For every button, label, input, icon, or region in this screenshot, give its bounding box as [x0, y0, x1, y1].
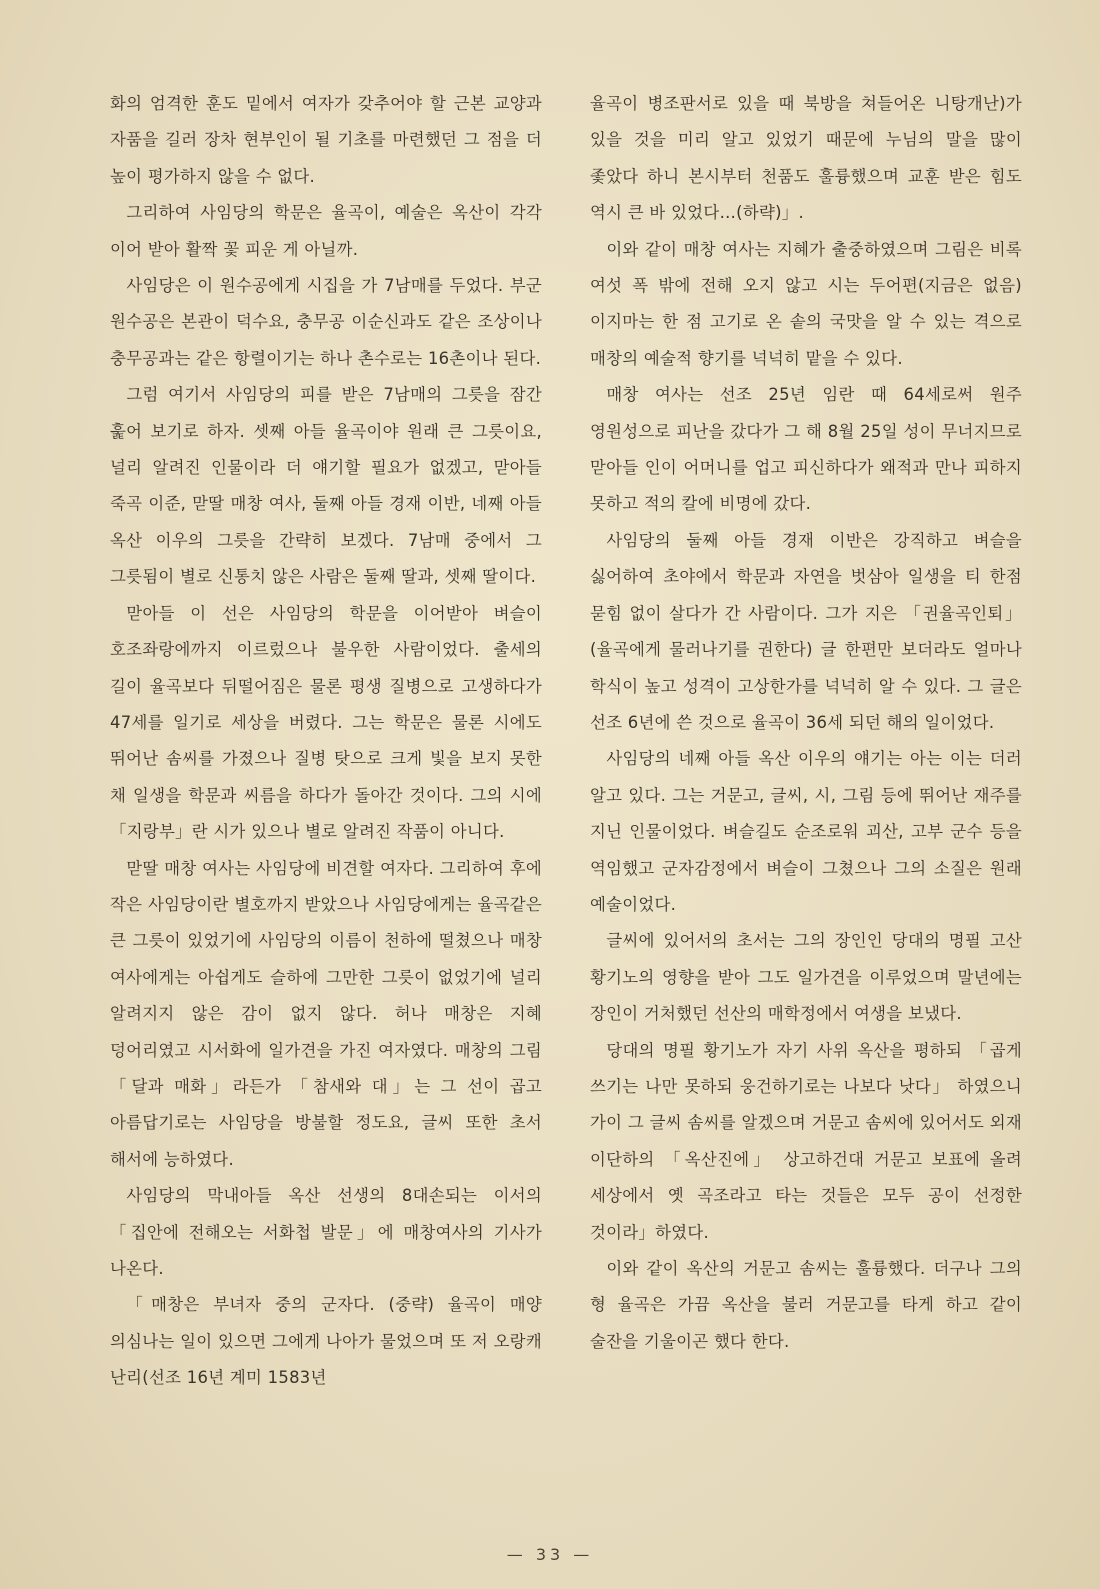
paragraph: 사임당은 이 원수공에게 시집을 가 7남매를 두었다. 부군 원수공은 본관이 덕수요, 충무공 이순신과도 같은 조상이나 충무공과는 같은 항렬이기는 하나 촌수로는 16촌이나 된다. [110, 276, 542, 368]
paragraph: 사임당의 막내아들 옥산 선생의 8대손되는 이서의 「집안에 전해오는 서화첩 발문」에 매창여사의 기사가 나온다. [110, 1186, 542, 1278]
paragraph: 그럼 여기서 사임당의 피를 받은 7남매의 그릇을 잠간 훑어 보기로 하자. 셋째 아들 율곡이야 원래 큰 그릇이요, 널리 알려진 인물이라 더 얘기할 필요가 없겠고, 맏아들 죽곡 이준, 맏딸 매창 여사, 둘째 아들 경재 이반, 네째 아들 옥산 이우의 그릇을 간략히 보겠다. 7남매 중에서 그 그릇됨이 별로 신통치 않은 사람은 둘째 딸과, 셋째 딸이다. [110, 385, 542, 587]
paragraph: 화의 엄격한 훈도 밑에서 여자가 갖추어야 할 근본 교양과 자품을 길러 장차 현부인이 될 기초를 마련했던 그 점을 더 높이 평가하지 않을 수 없다. [110, 94, 542, 186]
paragraph: 당대의 명필 황기노가 자기 사위 옥산을 평하되 「곱게 쓰기는 나만 못하되 웅건하기로는 나보다 낫다」 하였으니 가이 그 글씨 솜씨를 알겠으며 거문고 솜씨에 있어서도 외재 이단하의 「옥산진에」 상고하건대 거문고 보표에 올려 세상에서 옛 곡조라고 타는 것들은 모두 공이 선정한 것이라」하였다. [590, 1040, 1022, 1242]
paragraph: 이와 같이 매창 여사는 지혜가 출중하였으며 그림은 비록 여섯 폭 밖에 전해 오지 않고 시는 두어편(지금은 없음) 이지마는 한 점 고기로 온 솥의 국맛을 알 수 있는 격으로 매창의 예술적 향기를 넉넉히 맡을 수 있다. [590, 239, 1022, 368]
page-number: — 33 — [506, 1545, 594, 1564]
paragraph: 이와 같이 옥산의 거문고 솜씨는 훌륭했다. 더구나 그의 형 율곡은 가끔 옥산을 불러 거문고를 타게 하고 같이 술잔을 기울이곤 했다 한다. [590, 1259, 1022, 1351]
paragraph: 「매창은 부녀자 중의 군자다. (중략) 율곡이 매양 의심나는 일이 있으면 그에게 나아가 물었으며 또 저 오랑캐 난리(선조 16년 계미 1583년 [110, 1295, 542, 1388]
paragraph: 글씨에 있어서의 초서는 그의 장인인 당대의 명필 고산 황기노의 영향을 받아 그도 일가견을 이루었으며 말년에는 장인이 거처했던 선산의 매학정에서 여생을 보냈다. [590, 931, 1022, 1024]
paragraph: 사임당의 네째 아들 옥산 이우의 얘기는 아는 이는 더러 알고 있다. 그는 거문고, 글씨, 시, 그림 등에 뛰어난 재주를 지닌 인물이었다. 벼슬길도 순조로워 괴산, 고부 군수 등을 역임했고 군자감정에서 벼슬이 그쳤으나 그의 소질은 원래 예술이었다. [590, 749, 1022, 914]
paragraph: 사임당의 둘째 아들 경재 이반은 강직하고 벼슬을 싫어하여 초야에서 학문과 자연을 벗삼아 일생을 티 한점 묻힘 없이 살다가 간 사람이다. 그가 지은 「권율곡인퇴」 (율곡에게 물러나기를 권한다) 글 한편만 보더라도 얼마나 학식이 높고 성격이 고상한가를 넉넉히 알 수 있다. 그 글은 선조 6년에 쓴 것으로 율곡이 36세 되던 해의 일이었다. [590, 530, 1022, 732]
right-column [590, 86, 1022, 1360]
paragraph: 맏딸 매창 여사는 사임당에 비견할 여자다. 그리하여 후에 작은 사임당이란 별호까지 받았으나 사임당에게는 율곡같은 큰 그릇이 있었기에 사임당의 이름이 천하에 떨쳤으나 매창 여사에게는 아쉽게도 슬하에 그만한 그릇이 없었기에 널리 알려지지 않은 감이 없지 않다. 허나 매창은 지혜 덩어리였고 시서화에 일가견을 가진 여자였다. 매창의 그림 「달과 매화」라든가 「참새와 대」는 그 선이 곱고 아름답기로는 사임당을 방불할 정도요, 글씨 또한 초서 해서에 능하였다. [110, 858, 542, 1169]
left-column [110, 86, 542, 1397]
paragraph: 매창 여사는 선조 25년 임란 때 64세로써 원주 영원성으로 피난을 갔다가 그 해 8월 25일 성이 무너지므로 맏아들 인이 어머니를 업고 피신하다가 왜적과 만나 피하지 못하고 적의 칼에 비명에 갔다. [590, 385, 1022, 514]
paragraph: 그리하여 사임당의 학문은 율곡이, 예술은 옥산이 각각 이어 받아 활짝 꽃 피운 게 아닐까. [110, 203, 542, 259]
paragraph: 맏아들 이 선은 사임당의 학문을 이어받아 벼슬이 호조좌랑에까지 이르렀으나 불우한 사람이었다. 출세의 길이 율곡보다 뒤떨어짐은 물론 평생 질병으로 고생하다가 47세를 일기로 세상을 버렸다. 그는 학문은 물론 시에도 뛰어난 솜씨를 가졌으나 질병 탓으로 크게 빛을 보지 못한 채 일생을 학문과 씨름을 하다가 돌아간 것이다. 그의 시에 「지랑부」란 시가 있으나 별로 알려진 작품이 아니다. [110, 603, 542, 842]
paragraph: 율곡이 병조판서로 있을 때 북방을 쳐들어온 니탕개난)가 있을 것을 미리 알고 있었기 때문에 누님의 말을 많이 좇았다 하니 본시부터 천품도 훌륭했으며 교훈 받은 힘도 역시 큰 바 있었다…(하략)」. [590, 94, 1022, 223]
